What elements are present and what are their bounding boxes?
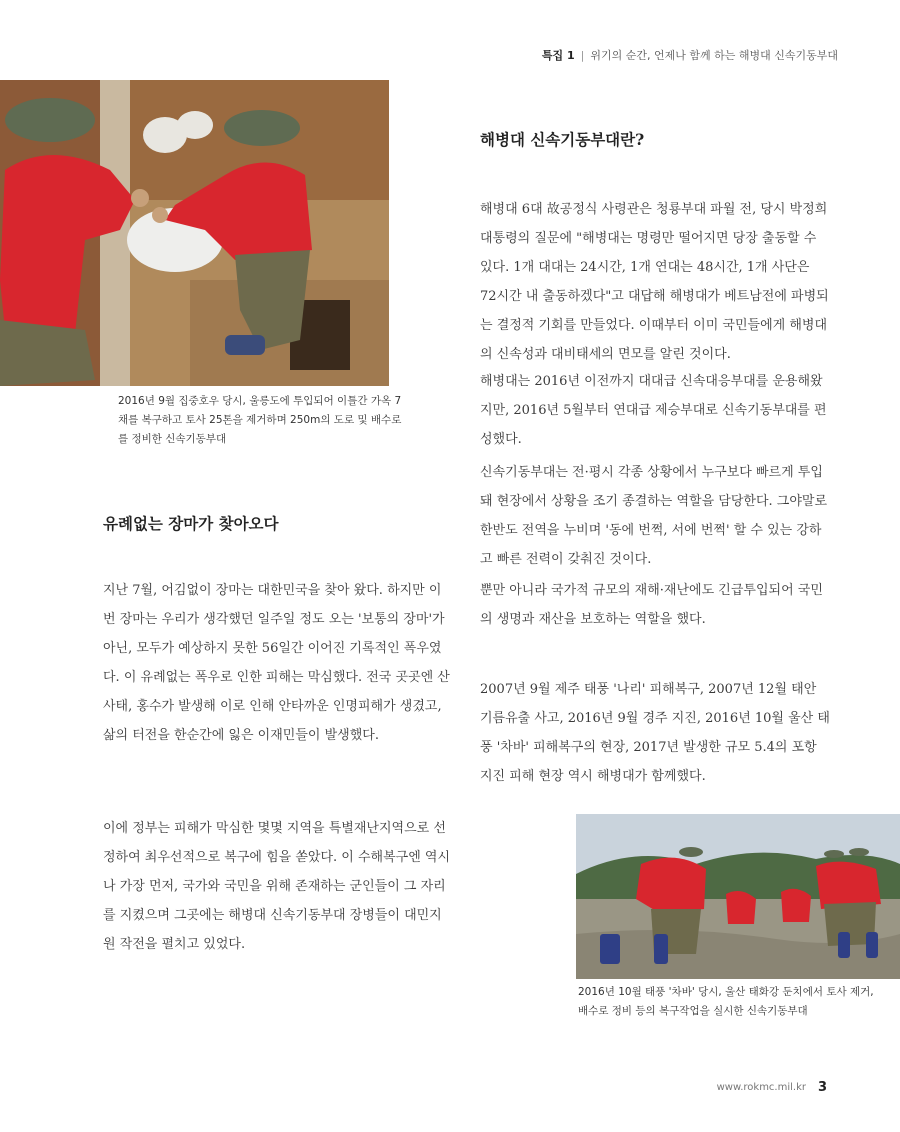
- left-paragraph-2: [103, 814, 451, 959]
- right-section-heading: 해병대 신속기동부대란?: [480, 130, 645, 149]
- photo1-caption: 2016년 9월 집중호우 당시, 울릉도에 투입되어 이틀간 가옥 7채를 복구하고 토사 25톤을 제거하며 250m의 도로 및 배수로를 정비한 신속기동부대: [118, 395, 402, 445]
- photo2-caption: 2016년 10월 태풍 '차바' 당시, 울산 태화강 둔치에서 토사 제거, 배수로 정비 등의 복구작업을 실시한 신속기동부대: [578, 986, 874, 1017]
- right-paragraph-3-text: 신속기동부대는 전·평시 각종 상황에서 누구보다 빠르게 투입돼 현장에서 상황을 조기 종결하는 역할을 담당한다. 그야말로 한반도 전역을 누비며 '동에 번쩍, 서에 번쩍' 할 수 있는 강하고 빠른 전력이 갖춰진 것이다.: [480, 465, 828, 567]
- footer-url: [717, 1082, 828, 1093]
- right-paragraph-1: [480, 195, 830, 369]
- left-paragraph-1-text: 지난 7월, 어김없이 장마는 대한민국을 찾아 왔다. 하지만 이번 장마는 우리가 생각했던 일주일 정도 오는 '보통의 장마'가 아닌, 모두가 예상하지 못한 56일간 이어진 기록적인 폭우였다. 이 유례없는 폭우로 인한 피해는 막심했다. 전국 곳곳엔 산사태, 홍수가 발생해 이로 인해 안타까운 인명피해가 생겼고, 삶의 터전을 한순간에 잃은 이재민들이 발생했다.: [103, 583, 450, 743]
- photo-sandbag-relief: [0, 80, 389, 386]
- right-paragraph-5: [480, 675, 830, 791]
- right-paragraph-3: [480, 458, 830, 574]
- right-paragraph-2: [480, 367, 830, 454]
- footer-url-text: www.rokmc.mil.kr: [716, 1082, 806, 1093]
- right-paragraph-2-text: 해병대는 2016년 이전까지 대대급 신속대응부대를 운용해왔지만, 2016년 5월부터 연대급 제승부대로 신속기동부대를 편성했다.: [480, 374, 827, 447]
- right-paragraph-1-text: 해병대 6대 故공정식 사령관은 청룡부대 파월 전, 당시 박정희 대통령의 질문에 "해병대는 명령만 떨어지면 당장 출동할 수 있다. 1개 대대는 24시간, 1개 연대는 48시간, 1개 사단은 72시간 내 출동하겠다"고 대답해 해병대가 베트남전에 파병되는 결정적 기회를 만들었다. 이때부터 이미 국민들에게 해병대의 신속성과 대비태세의 면모를 알린 것이다.: [480, 202, 829, 362]
- left-paragraph-2-text: 이에 정부는 피해가 막심한 몇몇 지역을 특별재난지역으로 선정하여 최우선적으로 복구에 힘을 쏟았다. 이 수해복구엔 역시나 가장 먼저, 국가와 국민을 위해 존재하는 군인들이 그 자리를 지켰으며 그곳에는 해병대 신속기동부대 장병들이 대민지원 작전을 펼치고 있었다.: [103, 821, 451, 952]
- running-header: [542, 47, 838, 63]
- left-paragraph-1: [103, 576, 451, 750]
- left-section-heading: 유례없는 장마가 찾아오다: [103, 514, 279, 533]
- page-number: 3: [817, 1080, 827, 1095]
- right-paragraph-4-text: 뿐만 아니라 국가적 규모의 재해·재난에도 긴급투입되어 국민의 생명과 재산을 보호하는 역할을 했다.: [480, 583, 823, 627]
- header-section: 특집 1: [541, 49, 575, 62]
- right-paragraph-4: [480, 576, 830, 634]
- header-title: 위기의 순간, 언제나 함께 하는 해병대 신속기동부대: [590, 49, 838, 62]
- photo-riverbank-recovery: [576, 814, 900, 979]
- right-paragraph-5-text: 2007년 9월 제주 태풍 '나리' 피해복구, 2007년 12월 태안 기름유출 사고, 2016년 9월 경주 지진, 2016년 10월 울산 태풍 '차바' 피해복구의 현장, 2017년 발생한 규모 5.4의 포항 지진 피해 현장 역시 해병대가 함께했다.: [480, 682, 830, 784]
- header-separator: |: [580, 49, 585, 62]
